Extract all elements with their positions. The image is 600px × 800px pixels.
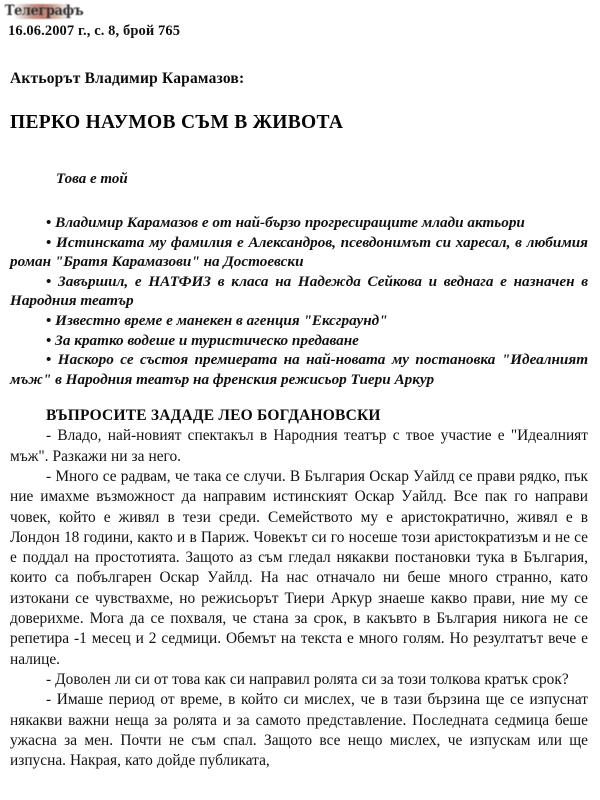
dateline: 16.06.2007 г., с. 8, брой 765 xyxy=(8,23,181,39)
list-item-text: Завършил, е НАТФИЗ в класа на Надежда Сейкова и веднага е назначен в Народния театър xyxy=(10,272,588,310)
list-item xyxy=(10,272,588,311)
list-item xyxy=(10,311,588,331)
bullet-icon: • xyxy=(46,214,52,231)
list-item xyxy=(10,233,588,272)
list-item-text: Известно време е манекен в агенция "Ексграунд" xyxy=(55,311,388,329)
interview-question: - Владо, най-новият спектакъл в Народния театър с твое участие е "Идеалният мъж". Разкажи ни за него. xyxy=(10,427,588,465)
interview-body xyxy=(0,426,600,771)
list-item xyxy=(10,350,588,389)
interview-question: - Доволен ли си от това как си направил ролята си за този толкова кратък срок? xyxy=(46,670,569,688)
list-item xyxy=(10,331,588,351)
list-item-text: Владимир Карамазов е от най-бързо прогресиращите млади актьори xyxy=(55,214,525,231)
bullet-icon: • xyxy=(46,331,52,349)
intro-bullet-list xyxy=(10,213,588,389)
bullet-icon: • xyxy=(46,272,52,290)
intro-factbox xyxy=(0,170,600,389)
bullet-icon: • xyxy=(46,351,52,369)
list-item-text: Наскоро се състоя премиерата на най-новата му постановка "Идеалният мъж" в Народния театър на френския режисьор Тиери Аркур xyxy=(10,351,589,388)
list-item-text: Истинската му фамилия е Александров, псевдонимът си харесал, в любимия роман "Братя Карамазови" на Достоевски xyxy=(10,233,588,271)
interview-answer: - Много се радвам, че така се случи. В България Оскар Уайлд се прави рядко, пък ние имахме възможност да направим истинският Оскар Уайлд. Все пак го направи човек, който е живял в тези среди. Семейството му е аристократично, живял е в Лондон 18 години, както и в Париж. Човекът си го носеше този аристократизъм и не се е поддал на простотията. Защото аз съм гледал някакви постановки тука в България, които са побългарен Оскар Уайлд. На нас отначало ни беше много странно, като изтокани се чувствахме, но режисьорът Тиери Аркур знаеше какво прави, ние му се доверихме. Мога да се похваля, че стана за срок, в какъвто в България никога не се репетира -1 месец и 2 седмици. Обемът на текста е много голям. Но резултатът вече е налице. xyxy=(10,467,588,668)
bullet-icon: • xyxy=(46,233,52,251)
newspaper-masthead-logo: Телеграфъ xyxy=(2,4,86,19)
interview-credit-heading: ВЪПРОСИТЕ ЗАДАДЕ ЛЕО БОГДАНОВСКИ xyxy=(46,407,381,425)
article-kicker: Актьорът Владимир Карамазов: xyxy=(10,70,245,87)
page-title: ПЕРКО НАУМОВ СЪМ В ЖИВОТА xyxy=(10,112,344,133)
list-item-text: За кратко водеше и туристическо предаване xyxy=(55,331,359,349)
list-item xyxy=(10,213,588,233)
intro-title: Това е той xyxy=(56,171,128,187)
bullet-icon: • xyxy=(46,311,52,329)
interview-answer: - Имаше период от време, в който си мислех, че в тази бързина ще се изпуснат някакви важни неща за ролята и за самото представление. Последната седмица беше ужасна за мен. Почти не съм спал. Защото все нещо мислех, че изпускам или ще изпусна. Накрая, като дойде публиката, xyxy=(10,691,588,770)
masthead xyxy=(0,0,600,20)
